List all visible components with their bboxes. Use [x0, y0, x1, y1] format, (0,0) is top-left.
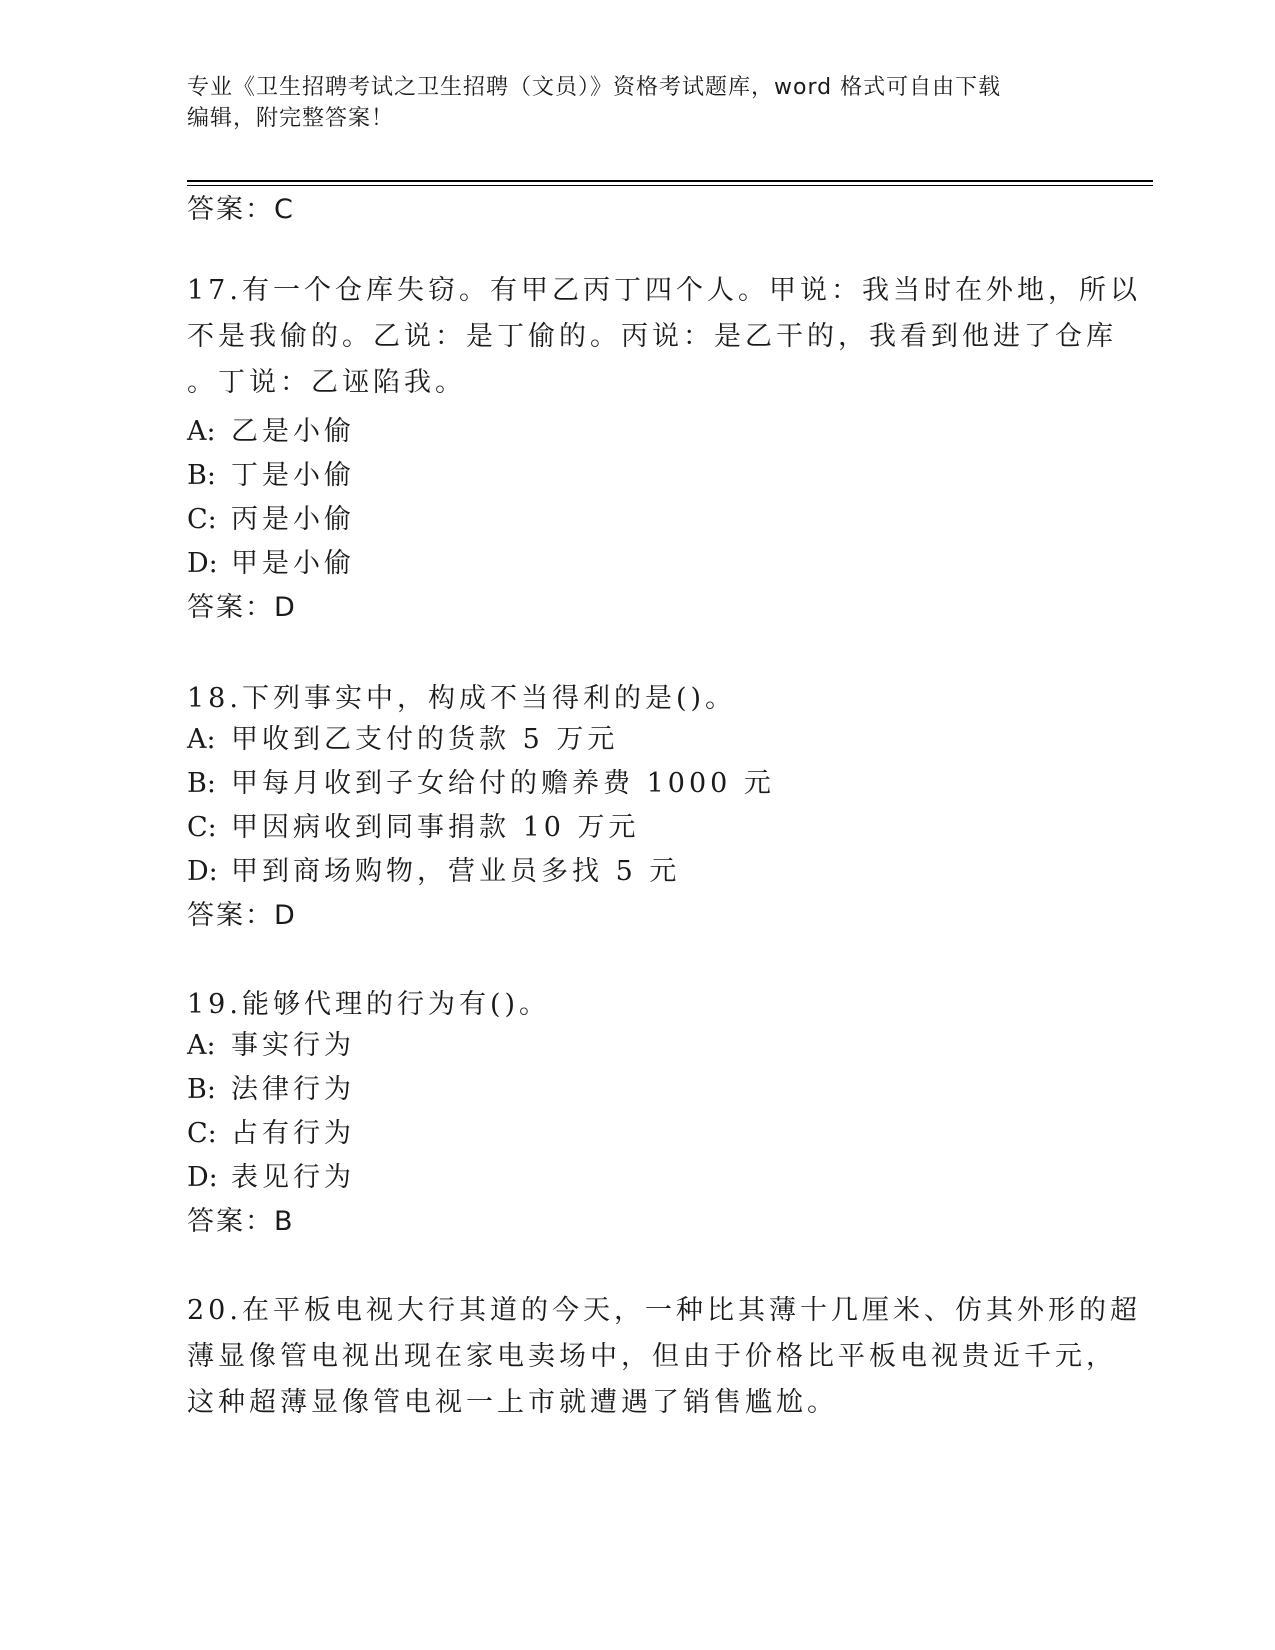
- question-17-line-3: 。丁说：乙诬陷我。: [187, 367, 466, 398]
- option-letter: D:: [187, 548, 218, 579]
- option-letter: B:: [187, 460, 216, 491]
- question-18: [187, 676, 1087, 722]
- question-17-option-b: [187, 456, 355, 496]
- option-text: 甲到商场购物，营业员多找 5 元: [231, 856, 681, 887]
- question-17-option-d: [187, 544, 355, 584]
- question-18-option-c: [187, 808, 640, 848]
- question-20-line-3: 这种超薄显像管电视一上市就遭遇了销售尴尬。: [187, 1387, 838, 1418]
- option-letter: B:: [187, 1074, 216, 1105]
- option-letter: C:: [187, 1118, 217, 1149]
- question-17-answer: 答案：D: [187, 592, 297, 623]
- option-text: 占有行为: [231, 1118, 355, 1149]
- option-text: 丙是小偷: [231, 504, 355, 535]
- question-17-line-2: 不是我偷的。乙说：是丁偷的。丙说：是乙干的，我看到他进了仓库: [187, 321, 1117, 352]
- question-18-option-a: [187, 720, 618, 760]
- question-17: [187, 268, 1141, 406]
- option-text: 表见行为: [231, 1162, 355, 1193]
- option-text: 甲因病收到同事捐款 10 万元: [231, 812, 640, 843]
- header-line-2: 编辑，附完整答案！: [187, 106, 395, 131]
- question-19-line-1: 19.能够代理的行为有()。: [187, 989, 551, 1020]
- option-letter: A:: [187, 1030, 216, 1061]
- option-letter: B:: [187, 768, 216, 799]
- answer-prev: 答案：C: [187, 194, 295, 225]
- question-19-option-b: [187, 1070, 355, 1110]
- option-text: 法律行为: [231, 1074, 355, 1105]
- question-20-line-1: 20.在平板电视大行其道的今天，一种比其薄十几厘米、仿其外形的超: [187, 1295, 1141, 1326]
- question-19: [187, 982, 1087, 1028]
- question-20: [187, 1288, 1141, 1426]
- page-header: [187, 72, 1067, 134]
- question-19-option-d: [187, 1158, 355, 1198]
- option-text: 甲收到乙支付的货款 5 万元: [231, 724, 619, 755]
- question-18-option-d: [187, 852, 680, 892]
- question-18-option-b: [187, 764, 775, 804]
- header-line-1: 专业《卫生招聘考试之卫生招聘（文员）》资格考试题库，word 格式可自由下载: [187, 75, 1002, 100]
- question-18-line-1: 18.下列事实中，构成不当得利的是()。: [187, 683, 737, 714]
- question-20-line-2: 薄显像管电视出现在家电卖场中，但由于价格比平板电视贵近千元，: [187, 1341, 1117, 1372]
- option-letter: D:: [187, 1162, 218, 1193]
- header-rule-thick: [187, 180, 1153, 182]
- option-letter: C:: [187, 812, 217, 843]
- option-text: 乙是小偷: [231, 416, 355, 447]
- option-letter: D:: [187, 856, 218, 887]
- option-text: 事实行为: [231, 1030, 355, 1061]
- option-letter: C:: [187, 504, 217, 535]
- option-text: 甲是小偷: [231, 548, 355, 579]
- question-17-option-a: [187, 412, 355, 452]
- option-text: 甲每月收到子女给付的赡养费 1000 元: [231, 768, 775, 799]
- question-17-option-c: [187, 500, 355, 540]
- header-rule-thin: [187, 185, 1153, 186]
- option-text: 丁是小偷: [231, 460, 355, 491]
- question-19-option-c: [187, 1114, 355, 1154]
- option-letter: A:: [187, 416, 216, 447]
- option-letter: A:: [187, 724, 216, 755]
- question-17-line-1: 17.有一个仓库失窃。有甲乙丙丁四个人。甲说：我当时在外地，所以: [187, 275, 1141, 306]
- question-19-answer: 答案：B: [187, 1206, 295, 1237]
- question-19-option-a: [187, 1026, 355, 1066]
- question-18-answer: 答案：D: [187, 900, 297, 931]
